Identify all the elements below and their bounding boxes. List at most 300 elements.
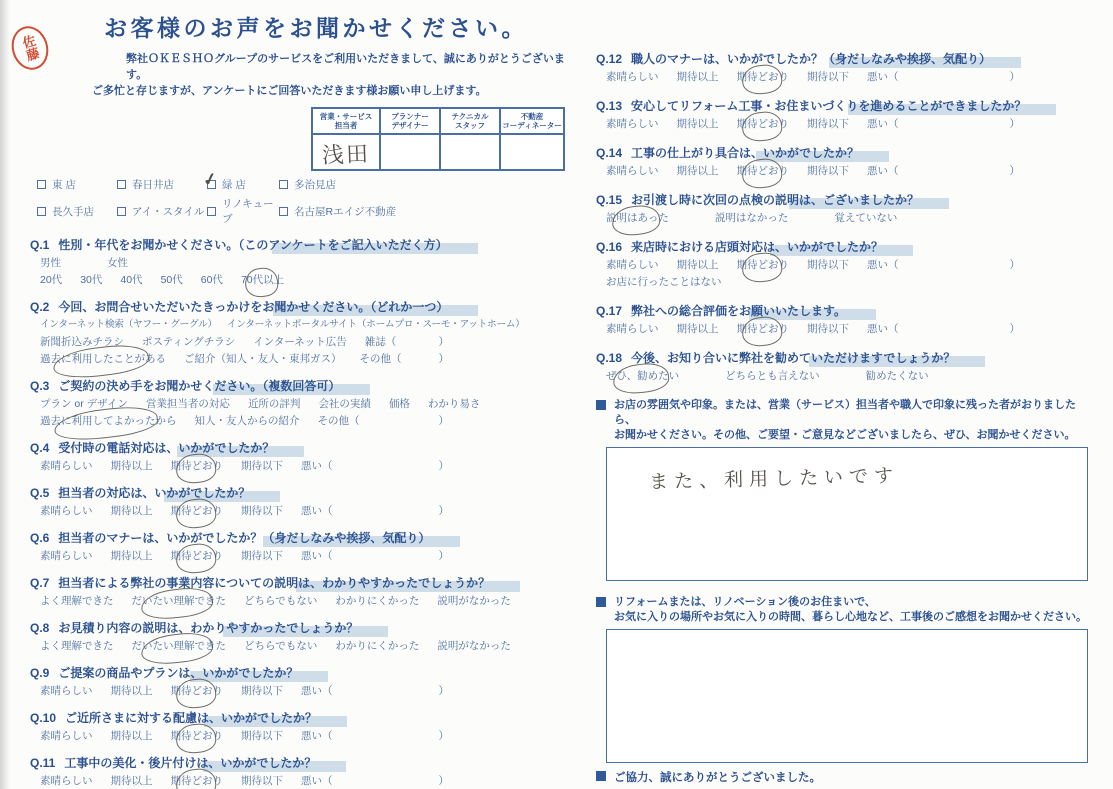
- option-label: 悪い（: [867, 165, 899, 177]
- option: [40, 256, 61, 270]
- store-option: [117, 196, 207, 226]
- staff-table: [311, 107, 565, 171]
- option-label: 素晴らしい: [40, 505, 93, 517]
- options-row: [40, 639, 565, 653]
- option: [107, 256, 128, 270]
- option-label: 20代: [40, 274, 63, 286]
- answer-blank-close: ）: [1009, 323, 1020, 335]
- question-number: Q.8: [30, 621, 50, 635]
- question-q6: [30, 531, 565, 563]
- comment-section-impressions: [596, 398, 1090, 581]
- option: [318, 397, 371, 411]
- option-label: 素晴らしい: [40, 775, 93, 787]
- handwritten-comment: また、利用したいです: [648, 465, 900, 494]
- options-row: [606, 322, 1090, 336]
- option: [725, 369, 820, 383]
- store-label: 多治見店: [294, 179, 336, 191]
- question-q12: [596, 52, 1090, 84]
- option-selected: [171, 774, 224, 788]
- option-label: 期待以下: [807, 323, 849, 335]
- store-checkboxes: [37, 168, 565, 226]
- option-label: 期待どおり: [736, 165, 789, 177]
- question-heading: [596, 52, 991, 66]
- option-label: 期待以下: [241, 775, 283, 787]
- checkbox: [279, 180, 288, 189]
- option: [677, 70, 719, 84]
- option: [244, 594, 317, 608]
- question-title: 職人のマナーは、いかがでしたか？（身だしなみや挨拶、気配り）: [631, 52, 992, 66]
- option: [606, 70, 659, 84]
- option: [142, 335, 235, 349]
- option: [111, 729, 153, 743]
- options-row: [606, 117, 1090, 131]
- question-heading: [30, 300, 448, 314]
- option: [437, 594, 511, 608]
- option-label: わかりにくかった: [335, 595, 420, 607]
- option-label: 素晴らしい: [606, 165, 659, 177]
- option: [866, 369, 929, 383]
- question-title: 性別・年代をお聞かせください。（このアンケートをご記入いただく方）: [58, 238, 448, 252]
- question-title: 今回、お問合せいただいたきっかけをお聞かせください。（どれか一つ）: [58, 300, 449, 314]
- option-label: 期待以上: [676, 259, 719, 271]
- options-row: [40, 335, 565, 349]
- question-heading: [30, 621, 358, 635]
- option-label: 新聞折込みチラシ: [40, 336, 124, 348]
- staff-header-line2: 担当者: [334, 121, 358, 130]
- option-label: 期待どおり: [170, 775, 223, 787]
- option: [606, 258, 659, 272]
- question-number: Q.14: [596, 146, 623, 160]
- store-label: 名古屋Rエイジ不動産: [294, 205, 397, 218]
- option-label: 悪い（: [867, 259, 899, 271]
- comment-section-heading: [596, 595, 1090, 625]
- option-label: 期待どおり: [170, 505, 223, 517]
- square-bullet-icon: [596, 597, 606, 607]
- option-label: わかり易さ: [427, 398, 481, 410]
- option: [40, 774, 93, 788]
- option-selected: [606, 369, 679, 383]
- option: [677, 164, 719, 178]
- option-selected: [241, 273, 284, 287]
- square-bullet-icon: [596, 771, 606, 781]
- option-label: 期待どおり: [170, 685, 223, 697]
- options-row: [40, 318, 565, 332]
- question-q10: [30, 711, 565, 743]
- question-heading: [30, 756, 316, 770]
- option: [241, 459, 283, 473]
- options-row: [40, 729, 565, 743]
- option: [867, 117, 899, 131]
- option-label: 期待以下: [241, 505, 283, 517]
- answer-blank-close: ）: [438, 730, 449, 742]
- option-label: 期待以下: [241, 685, 283, 697]
- option: [244, 639, 317, 653]
- options-row: [40, 273, 565, 287]
- question-q3: [30, 379, 565, 428]
- option: [241, 684, 283, 698]
- answer-blank-close: ）: [438, 336, 449, 348]
- question-title: 担当者による弊社の事業内容についての説明は、わかりやすかったでしょうか？: [58, 576, 491, 590]
- store-option: [201, 168, 279, 192]
- options-row: [40, 684, 565, 698]
- handwritten-check-mark: ✓: [201, 168, 220, 191]
- question-heading: [596, 304, 846, 318]
- question-q4: [30, 441, 565, 473]
- store-label: 春日井店: [132, 179, 174, 191]
- question-title: 担当者の対応は、いかがでしたか？: [58, 486, 251, 500]
- option-label: 期待以上: [110, 775, 153, 787]
- question-heading: [596, 351, 955, 365]
- scan-edge-shadow: [0, 0, 10, 789]
- question-q15: [596, 193, 1090, 225]
- option: [301, 459, 333, 473]
- question-title: お見積り内容の説明は、わかりやすかったでしょうか？: [58, 621, 359, 635]
- option: [195, 414, 300, 428]
- option-label: 価格: [388, 398, 410, 410]
- option: [301, 729, 333, 743]
- answer-blank-close: ）: [1009, 118, 1020, 130]
- option-label: 知人・友人からの紹介: [194, 415, 300, 427]
- option-label: 期待以上: [676, 118, 719, 130]
- option-label: 50代: [160, 274, 183, 286]
- question-title: ご近所さまに対する配慮は、いかがでしたか？: [65, 711, 318, 725]
- option: [161, 273, 183, 287]
- option: [40, 594, 114, 608]
- option-label: 期待以上: [110, 505, 153, 517]
- option: [606, 164, 659, 178]
- option-label: インターネット広告: [253, 336, 347, 348]
- option: [606, 322, 659, 336]
- option-label: 営業担当者の対応: [145, 398, 230, 410]
- question-number: Q.5: [30, 486, 50, 500]
- option-selected: [737, 164, 790, 178]
- option: [40, 684, 93, 698]
- question-heading: [30, 531, 430, 545]
- answer-blank-close: ）: [438, 775, 449, 787]
- option: [360, 352, 402, 366]
- option-label: 悪い（: [301, 550, 333, 562]
- option: [40, 273, 62, 287]
- option-selected: [737, 117, 790, 131]
- option: [389, 397, 410, 411]
- option-label: 期待以上: [110, 460, 153, 472]
- answer-blank-close: ）: [1009, 259, 1020, 271]
- option-label: 40代: [120, 274, 143, 286]
- option-label: 勧めたくない: [865, 370, 929, 382]
- option-label: 期待以下: [807, 118, 849, 130]
- option-label: 期待以上: [676, 323, 719, 335]
- option-label: 期待どおり: [736, 118, 789, 130]
- option-label: 期待以下: [241, 460, 283, 472]
- question-number: Q.12: [596, 52, 623, 66]
- option: [867, 258, 899, 272]
- option-label: その他（: [317, 415, 360, 427]
- option-label: 60代: [200, 274, 223, 286]
- question-q13: [596, 99, 1090, 131]
- option-label: 素晴らしい: [606, 259, 659, 271]
- staff-table-cell: [500, 134, 564, 170]
- option: [241, 774, 283, 788]
- option-label: どちらとも言えない: [725, 370, 820, 382]
- option-label: 素晴らしい: [40, 730, 93, 742]
- question-title: お引渡し時に次回の点検の説明は、ございましたか？: [631, 193, 920, 207]
- comment-box: [606, 447, 1088, 581]
- option-label: 期待以下: [807, 71, 849, 83]
- option-label: 女性: [107, 257, 128, 269]
- option: [111, 549, 153, 563]
- option-label: 素晴らしい: [40, 550, 93, 562]
- option-label: 期待以上: [110, 730, 153, 742]
- option: [437, 639, 511, 653]
- store-option: [37, 177, 117, 192]
- checkbox: [201, 168, 220, 191]
- store-option: [279, 196, 565, 226]
- comment-heading-line2: お聞かせください。その他、ご要望・ご意見などございましたら、ぜひ、お聞かせください。: [614, 429, 1076, 441]
- option-selected: [40, 414, 177, 428]
- handwritten-assignee-name: 浅田: [321, 141, 371, 168]
- answer-blank-close: ）: [438, 505, 449, 517]
- option-label: 説明がなかった: [437, 595, 511, 607]
- question-q16: [596, 240, 1090, 289]
- option-label: 雑誌（: [364, 336, 397, 348]
- option-label: 悪い（: [867, 323, 899, 335]
- option-selected: [737, 70, 790, 84]
- questions-right: [596, 52, 1090, 383]
- comment-heading-text: [614, 595, 1087, 625]
- answer-blank-close: ）: [1009, 71, 1020, 83]
- options-row: [606, 211, 1090, 225]
- staff-header-line2: スタッフ: [455, 121, 485, 130]
- option: [335, 639, 419, 653]
- option-label: 悪い（: [867, 71, 899, 83]
- store-label: 東 店: [52, 179, 76, 191]
- option-selected: [171, 729, 224, 743]
- option-label: 期待以下: [807, 259, 849, 271]
- option: [301, 684, 333, 698]
- options-row: [606, 369, 1090, 383]
- option-label: 説明はなかった: [714, 212, 789, 224]
- store-label: 緑 店: [222, 179, 246, 191]
- option: [40, 459, 93, 473]
- option-label: 期待どおり: [736, 71, 789, 83]
- option-label: インターネット検索（ヤフー・グーグル）: [40, 319, 217, 330]
- option-label: 期待以下: [241, 730, 283, 742]
- option: [253, 335, 347, 349]
- option-label: 覚えていない: [834, 212, 898, 224]
- question-number: Q.11: [30, 756, 56, 770]
- option-label: 期待以下: [807, 165, 849, 177]
- question-title: 来店時における店頭対応は、いかがでしたか？: [631, 240, 884, 254]
- question-title: ご提案の商品やプランは、いかがでしたか？: [58, 666, 299, 680]
- staff-header-line1: プランナー: [391, 112, 429, 121]
- store-option: [207, 196, 279, 226]
- left-column: [19, 8, 565, 789]
- question-number: Q.3: [30, 379, 50, 393]
- option: [807, 164, 849, 178]
- checkbox: [117, 180, 126, 189]
- option: [111, 504, 153, 518]
- options-row: [606, 164, 1090, 178]
- option-label: 素晴らしい: [606, 323, 659, 335]
- answer-blank-close: ）: [1009, 165, 1020, 177]
- option-selected: [171, 549, 224, 563]
- greeting-line-1: 弊社ＯＫＥＳＨＯグループのサービスをご利用いただきまして、誠にありがとうございます。: [126, 53, 565, 81]
- right-column: [596, 40, 1090, 785]
- option-label: 素晴らしい: [606, 71, 659, 83]
- option: [201, 273, 223, 287]
- answer-blank-close: ）: [438, 550, 449, 562]
- option-label: プラン or デザイン: [40, 398, 128, 410]
- question-q11: [30, 756, 565, 788]
- checkbox: [37, 180, 46, 189]
- option: [241, 729, 283, 743]
- option: [40, 335, 124, 349]
- option-label: 期待どおり: [170, 460, 223, 472]
- option: [867, 322, 899, 336]
- question-q18: [596, 351, 1090, 383]
- question-heading: [30, 379, 340, 393]
- comment-section-after-reform: [596, 595, 1090, 763]
- option: [248, 397, 301, 411]
- question-number: Q.4: [30, 441, 50, 455]
- option: [606, 275, 722, 289]
- question-heading: [596, 99, 1026, 113]
- option-selected: [737, 258, 790, 272]
- question-title: 安心してリフォーム工事・お住まいづくりを進めることができましたか？: [631, 99, 1027, 113]
- options-row: [40, 594, 565, 608]
- staff-header-line1: 営業・サービス: [319, 112, 373, 121]
- options-row: [40, 549, 565, 563]
- store-label: リノキューブ: [222, 198, 274, 225]
- thank-you-footer: [596, 769, 1090, 785]
- options-row: [40, 504, 565, 518]
- option: [120, 273, 142, 287]
- question-q7: [30, 576, 565, 608]
- question-number: Q.16: [596, 240, 623, 254]
- comment-heading-line2: お気に入りの場所やお気に入りの時間、暮らし心地など、工事後のご感想をお聞かせください。: [614, 611, 1087, 623]
- answer-blank-close: ）: [438, 353, 449, 365]
- option-label: よく理解できた: [40, 595, 114, 607]
- option-label: 期待どおり: [736, 323, 789, 335]
- question-q8: [30, 621, 565, 653]
- option: [227, 318, 525, 332]
- option-label: 悪い（: [301, 775, 333, 787]
- checkbox: [279, 207, 288, 216]
- option: [301, 549, 333, 563]
- option: [40, 549, 93, 563]
- question-number: Q.9: [30, 666, 50, 680]
- option-selected: [132, 639, 227, 653]
- checkbox: [117, 207, 126, 216]
- options-row: [40, 774, 565, 788]
- store-option: [37, 196, 117, 226]
- option-label: 期待以上: [110, 685, 153, 697]
- option-label: 会社の実績: [318, 398, 371, 410]
- staff-table-cell: [380, 134, 440, 170]
- option: [867, 164, 899, 178]
- option: [807, 322, 849, 336]
- question-number: Q.2: [30, 300, 50, 314]
- option-label: 素晴らしい: [606, 118, 659, 130]
- options-row: [40, 414, 565, 428]
- comment-heading-line1: お店の雰囲気や印象。または、営業（サービス）担当者や職人で印象に残った者がおりましたら、: [614, 399, 1076, 426]
- option-label: ポスティングチラシ: [142, 336, 236, 348]
- page-title: お客様のお声をお聞かせください。: [104, 15, 528, 41]
- option-label: わかりにくかった: [335, 640, 420, 652]
- option-label: 説明がなかった: [437, 640, 511, 652]
- option: [335, 594, 419, 608]
- option-label: その他（: [359, 353, 402, 365]
- question-title: 弊社への総合評価をお願いいたします。: [631, 304, 847, 318]
- option-label: 期待以上: [110, 550, 153, 562]
- option-label: 期待どおり: [736, 259, 789, 271]
- option: [241, 504, 283, 518]
- option: [807, 70, 849, 84]
- option: [40, 397, 128, 411]
- hanko-stamp-text: 佐藤: [19, 33, 41, 63]
- option-label: だいたい理解できた: [131, 640, 226, 652]
- option: [40, 318, 217, 332]
- question-title: 工事の仕上がり具合は、いかがでしたか？: [631, 146, 860, 160]
- answer-blank-close: ）: [438, 460, 449, 472]
- checkbox: [207, 207, 216, 216]
- option: [834, 211, 897, 225]
- option-label: 悪い（: [301, 685, 333, 697]
- question-q1: [30, 238, 565, 287]
- option: [146, 397, 230, 411]
- option: [677, 258, 719, 272]
- option: [241, 549, 283, 563]
- question-heading: [30, 666, 298, 680]
- option-label: 期待以下: [241, 550, 283, 562]
- store-option: [117, 177, 207, 192]
- question-heading: [596, 240, 883, 254]
- options-row: [40, 256, 565, 270]
- option: [807, 258, 849, 272]
- option-label: 悪い（: [301, 730, 333, 742]
- option-label: 期待以上: [676, 71, 719, 83]
- option-label: ご紹介（知人・友人・東邦ガス）: [184, 353, 342, 365]
- staff-table-cell: [312, 134, 380, 170]
- option-selected: [40, 352, 166, 366]
- staff-table-header: [440, 108, 500, 134]
- option-label: 過去に利用したことがある: [40, 353, 166, 365]
- comment-heading-text: [614, 398, 1090, 443]
- store-label: 長久手店: [52, 205, 94, 218]
- question-title: ご契約の決め手をお聞かせください。（複数回答可）: [58, 379, 341, 393]
- question-number: Q.13: [596, 99, 623, 113]
- option-label: 70代以上: [240, 274, 285, 286]
- question-q5: [30, 486, 565, 518]
- option-label: ぜひ、勧めたい: [606, 370, 680, 382]
- comment-box: [606, 629, 1088, 763]
- option: [318, 414, 360, 428]
- option-selected: [171, 684, 224, 698]
- comment-section-heading: [596, 398, 1090, 443]
- answer-blank-close: ）: [438, 685, 449, 697]
- option: [301, 774, 333, 788]
- question-title: 工事中の美化・後片付けは、いかがでしたか？: [64, 756, 317, 770]
- option-label: どちらでもない: [244, 595, 318, 607]
- option: [40, 504, 93, 518]
- greeting-line-2: ご多忙と存じますが、アンケートにご回答いただきます様お願い申し上げます。: [92, 85, 487, 97]
- option: [111, 684, 153, 698]
- question-title: 担当者のマナーは、いかがでしたか？（身だしなみや挨拶、気配り）: [58, 531, 431, 545]
- staff-table-header: [380, 108, 440, 134]
- hanko-stamp: [7, 22, 54, 74]
- question-number: Q.17: [596, 304, 623, 318]
- option-label: 悪い（: [301, 460, 333, 472]
